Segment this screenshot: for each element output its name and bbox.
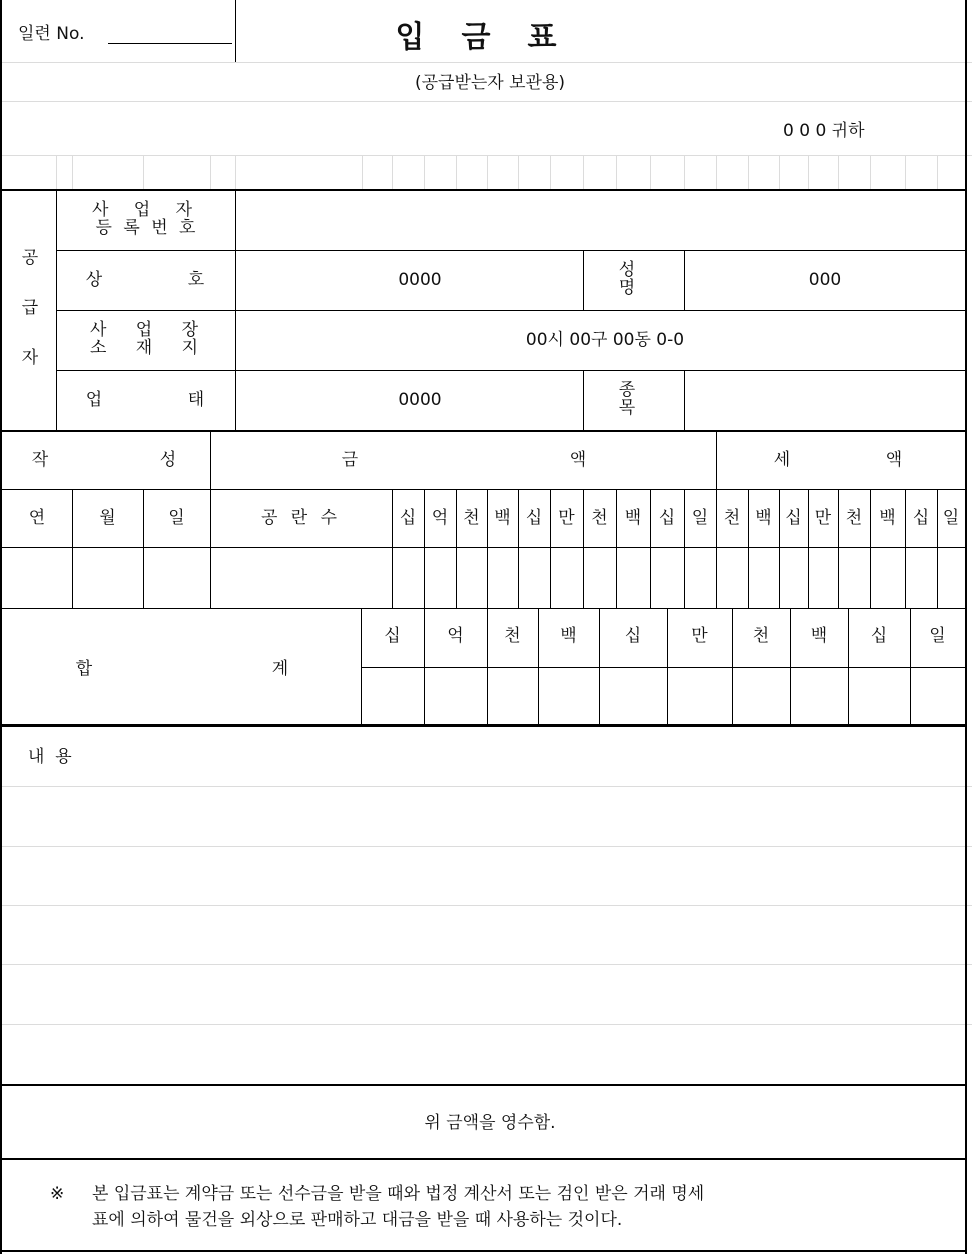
tax-header-char-2: 액 (885, 450, 903, 471)
item-label-char-1: 종 (618, 380, 636, 401)
form-subtitle: (공급받는자 보관용) (414, 73, 566, 94)
total-unit-1: 십 (384, 626, 401, 647)
title-char-2: 금 (461, 20, 491, 56)
total-unit-3: 천 (504, 626, 521, 647)
business-item-label (616, 374, 638, 426)
registration-number-label (72, 193, 222, 247)
amount-unit-2: 억 (431, 508, 449, 529)
total-unit-10: 일 (929, 626, 946, 647)
note-line-1: 본 입금표는 계약금 또는 선수금을 받을 때와 법정 계산서 또는 검인 받은 거래 명세 (92, 1184, 705, 1205)
trade-name-label-char-1: 상 (85, 270, 103, 291)
supplier-char-1: 공 (21, 248, 39, 269)
registration-number-label-line1: 사 업 자 (91, 200, 203, 221)
total-unit-5: 십 (624, 626, 642, 647)
tax-unit-7: 십 (912, 508, 930, 529)
tax-unit-4: 만 (814, 508, 832, 529)
total-unit-4: 백 (560, 626, 577, 647)
amount-unit-8: 백 (624, 508, 642, 529)
tax-unit-2: 백 (755, 508, 772, 529)
note-line-2: 표에 의하여 물건을 외상으로 판매하고 대금을 받을 때 사용하는 것이다. (92, 1210, 623, 1231)
amount-unit-5: 십 (525, 508, 543, 529)
tax-header-char-1: 세 (773, 450, 791, 471)
total-label-char-2: 계 (271, 659, 289, 680)
receipt-statement: 위 금액을 영수함. (424, 1113, 556, 1134)
representative-name-value: 000 (808, 270, 842, 291)
total-unit-2: 억 (447, 626, 464, 647)
business-address-label (80, 313, 220, 367)
month-header: 월 (99, 508, 116, 529)
name-label-char-1: 성 (618, 260, 636, 281)
total-unit-9: 십 (870, 626, 888, 647)
serial-number-label: 일련 No. (18, 24, 85, 45)
date-header-char-1: 작 (31, 450, 49, 471)
amount-unit-3: 천 (463, 508, 480, 529)
amount-unit-7: 천 (591, 508, 608, 529)
title-char-3: 표 (527, 20, 557, 56)
year-header: 연 (28, 508, 46, 529)
tax-unit-5: 천 (845, 508, 863, 529)
total-unit-8: 백 (810, 626, 828, 647)
tax-unit-8: 일 (942, 508, 960, 529)
trade-name-value: 0000 (398, 270, 442, 291)
address-label-line2: 소 재 지 (89, 338, 211, 358)
amount-header-char-1: 금 (341, 450, 359, 471)
name-label-char-2: 명 (618, 278, 636, 298)
trade-name-label-char-2: 호 (187, 270, 205, 291)
business-type-label-char-2: 태 (187, 390, 205, 411)
tax-unit-1: 천 (723, 508, 741, 529)
note-mark: ※ (50, 1184, 65, 1205)
business-type-label-char-1: 업 (85, 390, 103, 411)
item-label-char-2: 목 (618, 398, 636, 418)
supplier-char-3: 자 (21, 348, 39, 369)
day-header: 일 (168, 508, 185, 529)
recipient-field: 0 0 0 귀하 (783, 121, 865, 142)
business-address-value: 00시 00구 00동 0-0 (525, 330, 685, 351)
total-unit-6: 만 (691, 626, 708, 647)
amount-header-char-2: 액 (569, 450, 587, 471)
business-type-value: 0000 (398, 390, 442, 411)
title-char-1: 입 (395, 20, 425, 56)
amount-unit-4: 백 (494, 508, 511, 529)
tax-unit-3: 십 (785, 508, 802, 529)
amount-unit-10: 일 (691, 508, 709, 529)
tax-unit-6: 백 (879, 508, 896, 529)
total-label-char-1: 합 (75, 659, 93, 680)
registration-number-label-line2: 등 록 번 호 (95, 218, 199, 238)
amount-unit-1: 십 (399, 508, 417, 529)
supplier-char-2: 급 (21, 298, 39, 319)
amount-unit-9: 십 (658, 508, 676, 529)
date-header-char-2: 성 (159, 450, 177, 471)
total-unit-7: 천 (752, 626, 770, 647)
address-label-line1: 사 업 장 (89, 320, 211, 341)
content-label: 내 용 (28, 747, 72, 768)
representative-name-label (616, 254, 638, 306)
amount-unit-6: 만 (558, 508, 575, 529)
blank-count-header: 공 란 수 (260, 508, 342, 529)
